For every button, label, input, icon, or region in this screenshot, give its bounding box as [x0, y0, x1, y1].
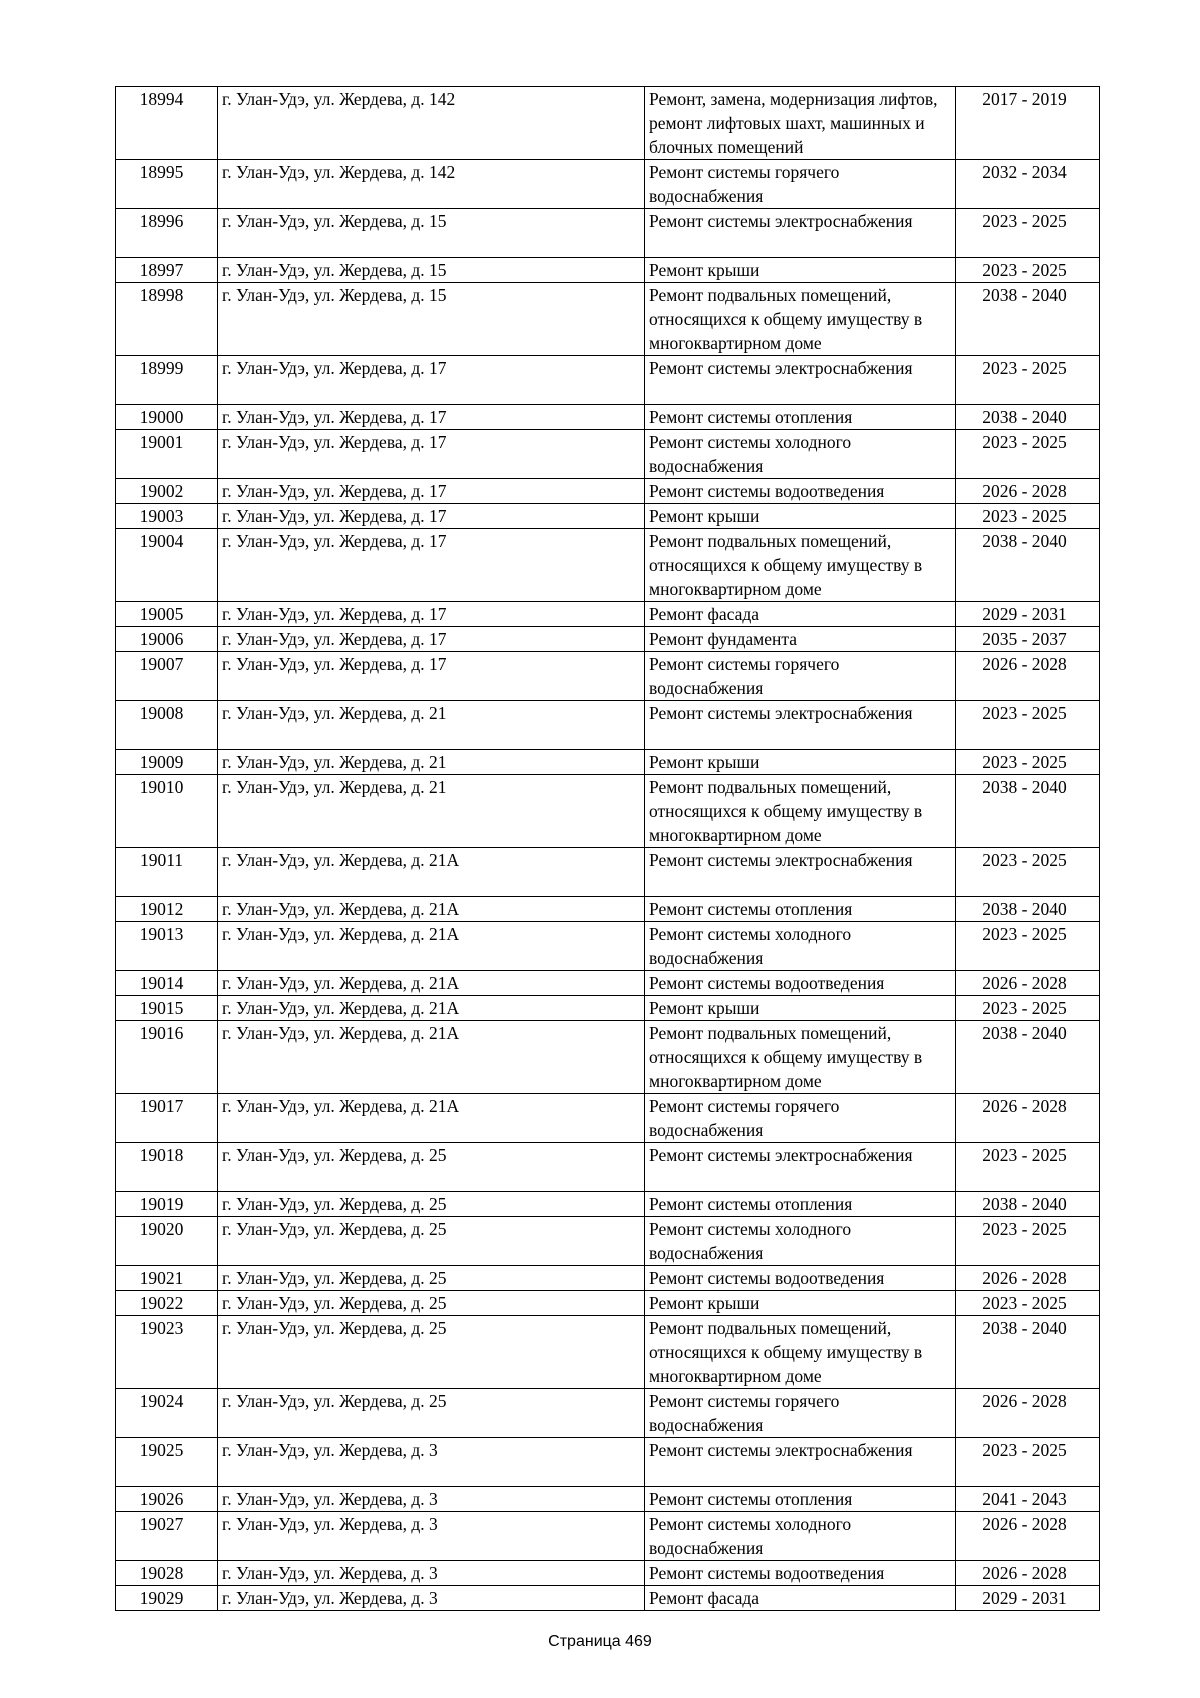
row-number: 19002	[116, 479, 218, 504]
period-cell: 2029 - 2031	[956, 602, 1100, 627]
work-type-cell: Ремонт подвальных помещений, относящихся к общему имуществу в многоквартирном доме	[645, 529, 956, 602]
work-type-cell: Ремонт системы электроснабжения	[645, 848, 956, 897]
address-cell: г. Улан-Удэ, ул. Жердева, д. 15	[218, 209, 645, 258]
address-cell: г. Улан-Удэ, ул. Жердева, д. 25	[218, 1217, 645, 1266]
row-number: 19022	[116, 1291, 218, 1316]
address-cell: г. Улан-Удэ, ул. Жердева, д. 17	[218, 627, 645, 652]
address-cell: г. Улан-Удэ, ул. Жердева, д. 142	[218, 160, 645, 209]
work-type-cell: Ремонт крыши	[645, 750, 956, 775]
row-number: 19004	[116, 529, 218, 602]
row-number: 19009	[116, 750, 218, 775]
address-cell: г. Улан-Удэ, ул. Жердева, д. 17	[218, 652, 645, 701]
row-number: 19006	[116, 627, 218, 652]
address-cell: г. Улан-Удэ, ул. Жердева, д. 21А	[218, 1094, 645, 1143]
work-type-cell: Ремонт крыши	[645, 258, 956, 283]
work-type-cell: Ремонт системы отопления	[645, 405, 956, 430]
period-cell: 2023 - 2025	[956, 996, 1100, 1021]
table-row	[116, 283, 1100, 356]
address-cell: г. Улан-Удэ, ул. Жердева, д. 15	[218, 283, 645, 356]
work-type-cell: Ремонт крыши	[645, 1291, 956, 1316]
address-cell: г. Улан-Удэ, ул. Жердева, д. 3	[218, 1487, 645, 1512]
period-cell: 2026 - 2028	[956, 1266, 1100, 1291]
period-cell: 2023 - 2025	[956, 848, 1100, 897]
row-number: 19015	[116, 996, 218, 1021]
period-cell: 2038 - 2040	[956, 897, 1100, 922]
address-cell: г. Улан-Удэ, ул. Жердева, д. 17	[218, 405, 645, 430]
address-cell: г. Улан-Удэ, ул. Жердева, д. 142	[218, 87, 645, 160]
table-row	[116, 1586, 1100, 1611]
table-row	[116, 405, 1100, 430]
address-cell: г. Улан-Удэ, ул. Жердева, д. 17	[218, 479, 645, 504]
address-cell: г. Улан-Удэ, ул. Жердева, д. 3	[218, 1512, 645, 1561]
period-cell: 2023 - 2025	[956, 258, 1100, 283]
row-number: 19013	[116, 922, 218, 971]
period-cell: 2038 - 2040	[956, 405, 1100, 430]
period-cell: 2023 - 2025	[956, 1217, 1100, 1266]
row-number: 19023	[116, 1316, 218, 1389]
work-type-cell: Ремонт подвальных помещений, относящихся к общему имуществу в многоквартирном доме	[645, 775, 956, 848]
work-type-cell: Ремонт фасада	[645, 1586, 956, 1611]
table-row	[116, 479, 1100, 504]
row-number: 19008	[116, 701, 218, 750]
table-row	[116, 1021, 1100, 1094]
address-cell: г. Улан-Удэ, ул. Жердева, д. 21	[218, 750, 645, 775]
table-row	[116, 1266, 1100, 1291]
row-number: 18999	[116, 356, 218, 405]
address-cell: г. Улан-Удэ, ул. Жердева, д. 15	[218, 258, 645, 283]
period-cell: 2038 - 2040	[956, 1316, 1100, 1389]
work-type-cell: Ремонт крыши	[645, 996, 956, 1021]
address-cell: г. Улан-Удэ, ул. Жердева, д. 25	[218, 1316, 645, 1389]
address-cell: г. Улан-Удэ, ул. Жердева, д. 25	[218, 1291, 645, 1316]
work-type-cell: Ремонт подвальных помещений, относящихся к общему имуществу в многоквартирном доме	[645, 1316, 956, 1389]
work-type-cell: Ремонт системы горячего водоснабжения	[645, 1389, 956, 1438]
table-row	[116, 356, 1100, 405]
row-number: 19001	[116, 430, 218, 479]
row-number: 19019	[116, 1192, 218, 1217]
work-type-cell: Ремонт крыши	[645, 504, 956, 529]
row-number: 19021	[116, 1266, 218, 1291]
address-cell: г. Улан-Удэ, ул. Жердева, д. 21А	[218, 1021, 645, 1094]
address-cell: г. Улан-Удэ, ул. Жердева, д. 21	[218, 701, 645, 750]
row-number: 19007	[116, 652, 218, 701]
address-cell: г. Улан-Удэ, ул. Жердева, д. 3	[218, 1586, 645, 1611]
address-cell: г. Улан-Удэ, ул. Жердева, д. 25	[218, 1389, 645, 1438]
row-number: 19018	[116, 1143, 218, 1192]
work-type-cell: Ремонт подвальных помещений, относящихся к общему имуществу в многоквартирном доме	[645, 1021, 956, 1094]
row-number: 19010	[116, 775, 218, 848]
table-row	[116, 627, 1100, 652]
work-type-cell: Ремонт системы электроснабжения	[645, 209, 956, 258]
period-cell: 2038 - 2040	[956, 529, 1100, 602]
address-cell: г. Улан-Удэ, ул. Жердева, д. 25	[218, 1192, 645, 1217]
row-number: 18996	[116, 209, 218, 258]
table-row	[116, 652, 1100, 701]
address-cell: г. Улан-Удэ, ул. Жердева, д. 17	[218, 602, 645, 627]
period-cell: 2026 - 2028	[956, 1094, 1100, 1143]
work-type-cell: Ремонт системы холодного водоснабжения	[645, 430, 956, 479]
period-cell: 2023 - 2025	[956, 209, 1100, 258]
table-row	[116, 602, 1100, 627]
address-cell: г. Улан-Удэ, ул. Жердева, д. 3	[218, 1561, 645, 1586]
row-number: 19020	[116, 1217, 218, 1266]
table-row	[116, 1217, 1100, 1266]
work-type-cell: Ремонт системы электроснабжения	[645, 701, 956, 750]
table-row	[116, 1512, 1100, 1561]
row-number: 19017	[116, 1094, 218, 1143]
period-cell: 2032 - 2034	[956, 160, 1100, 209]
address-cell: г. Улан-Удэ, ул. Жердева, д. 21А	[218, 922, 645, 971]
row-number: 19000	[116, 405, 218, 430]
table-row	[116, 848, 1100, 897]
work-type-cell: Ремонт фундамента	[645, 627, 956, 652]
address-cell: г. Улан-Удэ, ул. Жердева, д. 3	[218, 1438, 645, 1487]
table-row	[116, 1561, 1100, 1586]
table-row	[116, 1487, 1100, 1512]
table-row	[116, 87, 1100, 160]
row-number: 19028	[116, 1561, 218, 1586]
row-number: 19016	[116, 1021, 218, 1094]
table-row	[116, 1192, 1100, 1217]
period-cell: 2026 - 2028	[956, 652, 1100, 701]
period-cell: 2023 - 2025	[956, 750, 1100, 775]
work-type-cell: Ремонт системы водоотведения	[645, 1561, 956, 1586]
table-body	[116, 87, 1100, 1611]
row-number: 18995	[116, 160, 218, 209]
work-type-cell: Ремонт системы электроснабжения	[645, 1143, 956, 1192]
period-cell: 2026 - 2028	[956, 1512, 1100, 1561]
period-cell: 2023 - 2025	[956, 1438, 1100, 1487]
address-cell: г. Улан-Удэ, ул. Жердева, д. 21А	[218, 971, 645, 996]
period-cell: 2023 - 2025	[956, 430, 1100, 479]
address-cell: г. Улан-Удэ, ул. Жердева, д. 25	[218, 1143, 645, 1192]
period-cell: 2026 - 2028	[956, 971, 1100, 996]
table-row	[116, 504, 1100, 529]
address-cell: г. Улан-Удэ, ул. Жердева, д. 17	[218, 529, 645, 602]
table-row	[116, 258, 1100, 283]
period-cell: 2023 - 2025	[956, 1291, 1100, 1316]
table-row	[116, 897, 1100, 922]
row-number: 19003	[116, 504, 218, 529]
period-cell: 2023 - 2025	[956, 701, 1100, 750]
row-number: 19026	[116, 1487, 218, 1512]
row-number: 18998	[116, 283, 218, 356]
work-type-cell: Ремонт системы холодного водоснабжения	[645, 922, 956, 971]
table-row	[116, 160, 1100, 209]
address-cell: г. Улан-Удэ, ул. Жердева, д. 25	[218, 1266, 645, 1291]
work-type-cell: Ремонт системы холодного водоснабжения	[645, 1217, 956, 1266]
work-type-cell: Ремонт системы водоотведения	[645, 479, 956, 504]
work-type-cell: Ремонт фасада	[645, 602, 956, 627]
period-cell: 2041 - 2043	[956, 1487, 1100, 1512]
row-number: 19011	[116, 848, 218, 897]
table-row	[116, 750, 1100, 775]
table-row	[116, 529, 1100, 602]
work-type-cell: Ремонт системы электроснабжения	[645, 356, 956, 405]
work-type-cell: Ремонт системы горячего водоснабжения	[645, 652, 956, 701]
period-cell: 2026 - 2028	[956, 1389, 1100, 1438]
row-number: 19014	[116, 971, 218, 996]
address-cell: г. Улан-Удэ, ул. Жердева, д. 17	[218, 356, 645, 405]
table-row	[116, 1291, 1100, 1316]
period-cell: 2023 - 2025	[956, 1143, 1100, 1192]
period-cell: 2026 - 2028	[956, 479, 1100, 504]
work-type-cell: Ремонт системы водоотведения	[645, 1266, 956, 1291]
table-row	[116, 701, 1100, 750]
work-type-cell: Ремонт, замена, модернизация лифтов, ремонт лифтовых шахт, машинных и блочных помещений	[645, 87, 956, 160]
row-number: 19027	[116, 1512, 218, 1561]
row-number: 19005	[116, 602, 218, 627]
period-cell: 2023 - 2025	[956, 504, 1100, 529]
address-cell: г. Улан-Удэ, ул. Жердева, д. 21А	[218, 848, 645, 897]
period-cell: 2038 - 2040	[956, 1192, 1100, 1217]
work-type-cell: Ремонт системы отопления	[645, 1192, 956, 1217]
table-row	[116, 1389, 1100, 1438]
address-cell: г. Улан-Удэ, ул. Жердева, д. 21А	[218, 897, 645, 922]
table-row	[116, 971, 1100, 996]
page-number: Страница 469	[548, 1633, 652, 1650]
period-cell: 2038 - 2040	[956, 1021, 1100, 1094]
work-type-cell: Ремонт подвальных помещений, относящихся к общему имуществу в многоквартирном доме	[645, 283, 956, 356]
row-number: 18997	[116, 258, 218, 283]
period-cell: 2026 - 2028	[956, 1561, 1100, 1586]
work-type-cell: Ремонт системы водоотведения	[645, 971, 956, 996]
row-number: 19029	[116, 1586, 218, 1611]
work-type-cell: Ремонт системы отопления	[645, 1487, 956, 1512]
row-number: 18994	[116, 87, 218, 160]
table-row	[116, 1438, 1100, 1487]
address-cell: г. Улан-Удэ, ул. Жердева, д. 17	[218, 504, 645, 529]
table-row	[116, 1143, 1100, 1192]
period-cell: 2029 - 2031	[956, 1586, 1100, 1611]
address-cell: г. Улан-Удэ, ул. Жердева, д. 21А	[218, 996, 645, 1021]
table-row	[116, 209, 1100, 258]
row-number: 19012	[116, 897, 218, 922]
period-cell: 2038 - 2040	[956, 283, 1100, 356]
table-row	[116, 996, 1100, 1021]
period-cell: 2017 - 2019	[956, 87, 1100, 160]
period-cell: 2038 - 2040	[956, 775, 1100, 848]
period-cell: 2035 - 2037	[956, 627, 1100, 652]
address-cell: г. Улан-Удэ, ул. Жердева, д. 17	[218, 430, 645, 479]
period-cell: 2023 - 2025	[956, 356, 1100, 405]
table-row	[116, 775, 1100, 848]
work-type-cell: Ремонт системы электроснабжения	[645, 1438, 956, 1487]
table-row	[116, 1316, 1100, 1389]
table-row	[116, 1094, 1100, 1143]
period-cell: 2023 - 2025	[956, 922, 1100, 971]
table-row	[116, 430, 1100, 479]
row-number: 19024	[116, 1389, 218, 1438]
work-type-cell: Ремонт системы отопления	[645, 897, 956, 922]
address-cell: г. Улан-Удэ, ул. Жердева, д. 21	[218, 775, 645, 848]
table-row	[116, 922, 1100, 971]
repair-schedule-table	[115, 86, 1100, 1611]
row-number: 19025	[116, 1438, 218, 1487]
work-type-cell: Ремонт системы горячего водоснабжения	[645, 1094, 956, 1143]
work-type-cell: Ремонт системы горячего водоснабжения	[645, 160, 956, 209]
work-type-cell: Ремонт системы холодного водоснабжения	[645, 1512, 956, 1561]
